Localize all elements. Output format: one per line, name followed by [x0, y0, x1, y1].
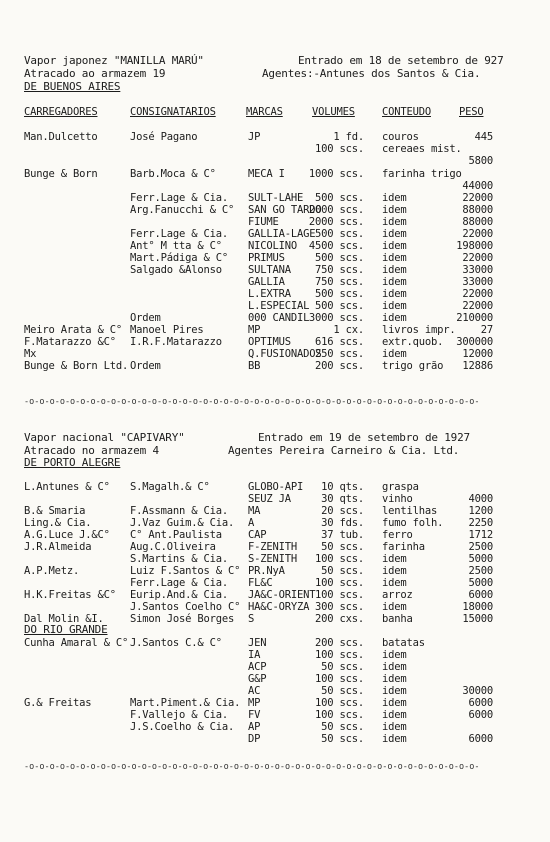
- cell-consignee: Barb.Moca & C°: [130, 168, 216, 180]
- ship2-origin-rio-grande: DO RIO GRANDE: [24, 623, 108, 636]
- cell-vol: 500 scs.: [315, 228, 364, 240]
- cell-content: banha: [382, 613, 413, 625]
- cell-consignee: Ordem: [130, 360, 161, 372]
- cell-mark: MP: [248, 697, 261, 709]
- cell-mark: GALLIA-LAGE: [248, 228, 316, 240]
- cell-weight: 12000: [462, 348, 493, 360]
- col-consignatarios: CONSIGNATARIOS: [130, 106, 216, 118]
- cell-consignee: Ferr.Lage & Cia.: [130, 577, 228, 589]
- cell-shipper: Bunge & Born Ltd.: [24, 360, 129, 372]
- cell-content: idem: [382, 697, 407, 709]
- cell-consignee: J.Vaz Guim.& Cia.: [130, 517, 235, 529]
- cell-weight: 33000: [462, 276, 493, 288]
- ship2-origin-porto-alegre: DE PORTO ALEGRE: [24, 456, 121, 469]
- cell-shipper: Bunge & Born: [24, 168, 98, 180]
- cell-mark: SAN GO TARDO: [248, 204, 322, 216]
- cell-vol: 200 scs.: [315, 360, 364, 372]
- cell-vol: 50 scs.: [321, 541, 364, 553]
- cell-mark: CAP: [248, 529, 267, 541]
- cell-content: idem: [382, 192, 407, 204]
- cell-shipper: L.Antunes & C°: [24, 481, 110, 493]
- cell-weight: 6000: [468, 733, 493, 745]
- cell-weight: 445: [474, 131, 493, 143]
- cell-mark: HA&C-ORYZA: [248, 601, 310, 613]
- cell-content: idem: [382, 601, 407, 613]
- cell-content: idem: [382, 252, 407, 264]
- col-marcas: MARCAS: [246, 106, 283, 118]
- col-volumes: VOLUMES: [312, 106, 355, 118]
- cell-weight: 88000: [462, 204, 493, 216]
- ship1-origin: DE BUENOS AIRES: [24, 80, 121, 93]
- cell-consignee: Luiz F.Santos & C°: [130, 565, 241, 577]
- cell-mark: L.EXTRA: [248, 288, 291, 300]
- cell-vol: 50 scs.: [321, 565, 364, 577]
- cell-content: idem: [382, 312, 407, 324]
- cell-vol: 30 fds.: [321, 517, 364, 529]
- cell-content: cereaes mist.: [382, 143, 462, 155]
- cell-weight: 22000: [462, 228, 493, 240]
- cell-content: arroz: [382, 589, 413, 601]
- cell-shipper: Meiro Arata & C°: [24, 324, 122, 336]
- cell-vol: 200 scs.: [315, 637, 364, 649]
- cell-vol: 4500 scs.: [308, 240, 364, 252]
- cell-weight: 30000: [462, 685, 493, 697]
- cell-vol: 50 scs.: [321, 661, 364, 673]
- cell-consignee: Aug.C.Oliveira: [130, 541, 216, 553]
- cell-mark: IA: [248, 649, 261, 661]
- cell-consignee: José Pagano: [130, 131, 198, 143]
- cell-mark: MECA I: [248, 168, 285, 180]
- cell-mark: Q.FUSIONADOS: [248, 348, 322, 360]
- cell-content: batatas: [382, 637, 425, 649]
- cell-consignee: Manoel Pires: [130, 324, 204, 336]
- cell-vol: 500 scs.: [315, 288, 364, 300]
- cell-content: idem: [382, 288, 407, 300]
- cell-vol: 10 qts.: [321, 481, 364, 493]
- cell-vol: 100 scs.: [315, 577, 364, 589]
- cell-content: idem: [382, 240, 407, 252]
- cell-content: idem: [382, 685, 407, 697]
- cell-mark: AC: [248, 685, 261, 697]
- cell-content: idem: [382, 204, 407, 216]
- cell-vol: 750 scs.: [315, 264, 364, 276]
- cell-content: fumo folh.: [382, 517, 444, 529]
- cell-vol: 500 scs.: [315, 300, 364, 312]
- ship2-agents: Agentes Pereira Carneiro & Cia. Ltd.: [228, 444, 460, 457]
- cell-content: idem: [382, 733, 407, 745]
- cell-vol: 100 scs.: [315, 709, 364, 721]
- cell-vol: 37 tub.: [321, 529, 364, 541]
- cell-weight: 2500: [468, 541, 493, 553]
- cell-weight: 18000: [462, 601, 493, 613]
- cell-consignee: F.Vallejo & Cia.: [130, 709, 228, 721]
- cell-mark: DP: [248, 733, 261, 745]
- cell-consignee: I.R.F.Matarazzo: [130, 336, 222, 348]
- cell-vol: 50 scs.: [321, 733, 364, 745]
- cell-weight: 5800: [468, 155, 493, 167]
- col-conteudo: CONTEUDO: [382, 106, 431, 118]
- cell-content: extr.quob.: [382, 336, 444, 348]
- cell-vol: 2000 scs.: [308, 204, 364, 216]
- cell-mark: OPTIMUS: [248, 336, 291, 348]
- ship1-name: Vapor japonez "MANILLA MARÚ": [24, 54, 204, 67]
- col-carregadores: CARREGADORES: [24, 106, 98, 118]
- cell-mark: PRIMUS: [248, 252, 285, 264]
- cell-vol: 1000 scs.: [308, 168, 364, 180]
- cell-shipper: Ling.& Cia.: [24, 517, 92, 529]
- cell-content: idem: [382, 228, 407, 240]
- cell-consignee: Mart.Pádiga & C°: [130, 252, 228, 264]
- cell-content: idem: [382, 348, 407, 360]
- cell-weight: 22000: [462, 288, 493, 300]
- cell-weight: 22000: [462, 300, 493, 312]
- cell-weight: 22000: [462, 252, 493, 264]
- cell-vol: 100 scs.: [315, 143, 364, 155]
- cell-weight: 2500: [468, 565, 493, 577]
- cell-consignee: Ferr.Lage & Cia.: [130, 192, 228, 204]
- cell-mark: SULTANA: [248, 264, 291, 276]
- ship2-arrival: Entrado em 19 de setembro de 1927: [258, 431, 470, 444]
- cell-content: idem: [382, 276, 407, 288]
- cell-shipper: Cunha Amaral & C°: [24, 637, 129, 649]
- cell-weight: 210000: [456, 312, 493, 324]
- cell-consignee: Ant° M tta & C°: [130, 240, 222, 252]
- cell-shipper: F.Matarazzo &C°: [24, 336, 116, 348]
- cell-content: idem: [382, 264, 407, 276]
- cell-mark: G&P: [248, 673, 267, 685]
- cell-vol: 500 scs.: [315, 192, 364, 204]
- cell-content: idem: [382, 673, 407, 685]
- cell-content: trigo grão: [382, 360, 444, 372]
- cell-vol: 1 fd.: [333, 131, 364, 143]
- cell-mark: FV: [248, 709, 261, 721]
- cell-weight: 1200: [468, 505, 493, 517]
- cell-weight: 6000: [468, 709, 493, 721]
- cell-weight: 2250: [468, 517, 493, 529]
- separator-line-bottom: -o-o-o-o-o-o-o-o-o-o-o-o-o-o-o-o-o-o-o-o-o-o-o-o-o-o-o-o-o-o-o-o-o-o-o-o-o-o-o-o-o-o-o-o-: [24, 762, 480, 772]
- cell-weight: 27: [480, 324, 493, 336]
- cell-mark: ACP: [248, 661, 267, 673]
- cell-mark: SULT-LAHE: [248, 192, 304, 204]
- cell-vol: 2000 scs.: [308, 216, 364, 228]
- cell-weight: 4000: [468, 493, 493, 505]
- cell-consignee: C° Ant.Paulista: [130, 529, 222, 541]
- cell-content: idem: [382, 565, 407, 577]
- cell-mark: FIUME: [248, 216, 279, 228]
- cell-consignee: Ferr.Lage & Cia.: [130, 228, 228, 240]
- cell-consignee: S.Martins & Cia.: [130, 553, 228, 565]
- cell-mark: JA&C-ORIENT: [248, 589, 316, 601]
- cell-content: couros: [382, 131, 419, 143]
- cell-content: idem: [382, 649, 407, 661]
- cell-shipper: H.K.Freitas &C°: [24, 589, 116, 601]
- ship2-berth: Atracado no armazem 4: [24, 444, 159, 457]
- cell-vol: 100 scs.: [315, 553, 364, 565]
- cell-weight: 5000: [468, 577, 493, 589]
- cell-vol: 300 scs.: [315, 601, 364, 613]
- cell-weight: 44000: [462, 180, 493, 192]
- cell-consignee: Mart.Piment.& Cia.: [130, 697, 241, 709]
- cell-content: idem: [382, 300, 407, 312]
- ship2-name: Vapor nacional "CAPIVARY": [24, 431, 185, 444]
- cell-content: idem: [382, 216, 407, 228]
- cell-consignee: Simon José Borges: [130, 613, 235, 625]
- cell-mark: JP: [248, 131, 261, 143]
- cell-weight: 33000: [462, 264, 493, 276]
- cell-weight: 88000: [462, 216, 493, 228]
- cell-shipper: A.G.Luce J.&C°: [24, 529, 110, 541]
- cell-content: lentilhas: [382, 505, 438, 517]
- cell-weight: 198000: [456, 240, 493, 252]
- cell-content: vinho: [382, 493, 413, 505]
- cell-weight: 6000: [468, 697, 493, 709]
- cell-shipper: Dal Molin &I.: [24, 613, 104, 625]
- cell-weight: 1712: [468, 529, 493, 541]
- cell-mark: FL&C: [248, 577, 273, 589]
- cell-weight: 6000: [468, 589, 493, 601]
- cell-vol: 50 scs.: [321, 685, 364, 697]
- cell-shipper: J.R.Almeida: [24, 541, 92, 553]
- cell-mark: SEUZ JA: [248, 493, 291, 505]
- cell-consignee: J.S.Coelho & Cia.: [130, 721, 235, 733]
- cell-content: ferro: [382, 529, 413, 541]
- cell-content: idem: [382, 721, 407, 733]
- ship1-arrival: Entrado em 18 de setembro de 927: [298, 54, 504, 67]
- cell-mark: A: [248, 517, 255, 529]
- cell-vol: 616 scs.: [315, 336, 364, 348]
- cell-content: farinha: [382, 541, 425, 553]
- cell-weight: 22000: [462, 192, 493, 204]
- cell-content: livros impr.: [382, 324, 456, 336]
- cell-consignee: F.Assmann & Cia.: [130, 505, 228, 517]
- cell-consignee: S.Magalh.& C°: [130, 481, 210, 493]
- cell-mark: NICOLINO: [248, 240, 297, 252]
- cell-content: graspa: [382, 481, 419, 493]
- cell-consignee: J.Santos Coelho C°: [130, 601, 241, 613]
- cell-shipper: G.& Freitas: [24, 697, 92, 709]
- cell-vol: 50 scs.: [321, 721, 364, 733]
- cell-shipper: Mx: [24, 348, 37, 360]
- cell-mark: S: [248, 613, 255, 625]
- cell-mark: GLOBO-API: [248, 481, 304, 493]
- cell-mark: GALLIA: [248, 276, 285, 288]
- cell-consignee: Salgado &Alonso: [130, 264, 222, 276]
- cell-shipper: Man.Dulcetto: [24, 131, 98, 143]
- cell-shipper: A.P.Metz.: [24, 565, 80, 577]
- cell-vol: 100 scs.: [315, 649, 364, 661]
- cell-vol: 500 scs.: [315, 252, 364, 264]
- cell-consignee: Eurip.And.& Cia.: [130, 589, 228, 601]
- cell-vol: 100 scs.: [315, 589, 364, 601]
- cell-content: idem: [382, 709, 407, 721]
- cell-vol: 20 scs.: [321, 505, 364, 517]
- cell-content: idem: [382, 577, 407, 589]
- ship1-agents: Agentes:-Antunes dos Santos & Cia.: [262, 67, 481, 80]
- cell-vol: 750 scs.: [315, 276, 364, 288]
- cell-mark: L.ESPECIAL: [248, 300, 310, 312]
- cell-content: idem: [382, 553, 407, 565]
- cell-content: farinha trigo: [382, 168, 462, 180]
- cell-mark: BB: [248, 360, 261, 372]
- cell-mark: 000 CANDIL: [248, 312, 310, 324]
- cell-consignee: J.Santos C.& C°: [130, 637, 222, 649]
- cell-weight: 15000: [462, 613, 493, 625]
- cell-vol: 250 scs.: [315, 348, 364, 360]
- cell-mark: MP: [248, 324, 261, 336]
- col-peso: PESO: [459, 106, 484, 118]
- cell-mark: MA: [248, 505, 261, 517]
- cell-content: idem: [382, 661, 407, 673]
- cell-mark: AP: [248, 721, 261, 733]
- cell-weight: 300000: [456, 336, 493, 348]
- cell-consignee: Arg.Fanucchi & C°: [130, 204, 235, 216]
- cell-mark: JEN: [248, 637, 267, 649]
- cell-consignee: Ordem: [130, 312, 161, 324]
- cell-vol: 1 cx.: [333, 324, 364, 336]
- cell-vol: 3000 scs.: [308, 312, 364, 324]
- cell-shipper: B.& Smaria: [24, 505, 86, 517]
- cell-vol: 100 scs.: [315, 673, 364, 685]
- cell-vol: 200 cxs.: [315, 613, 364, 625]
- cell-mark: PR.NyA: [248, 565, 285, 577]
- cell-vol: 30 qts.: [321, 493, 364, 505]
- ship1-berth: Atracado ao armazem 19: [24, 67, 166, 80]
- cell-mark: F-ZENITH: [248, 541, 297, 553]
- cell-weight: 5000: [468, 553, 493, 565]
- separator-line: -o-o-o-o-o-o-o-o-o-o-o-o-o-o-o-o-o-o-o-o-o-o-o-o-o-o-o-o-o-o-o-o-o-o-o-o-o-o-o-o-o-o-o-o-: [24, 397, 480, 407]
- cell-mark: S-ZENITH: [248, 553, 297, 565]
- cell-weight: 12886: [462, 360, 493, 372]
- cell-vol: 100 scs.: [315, 697, 364, 709]
